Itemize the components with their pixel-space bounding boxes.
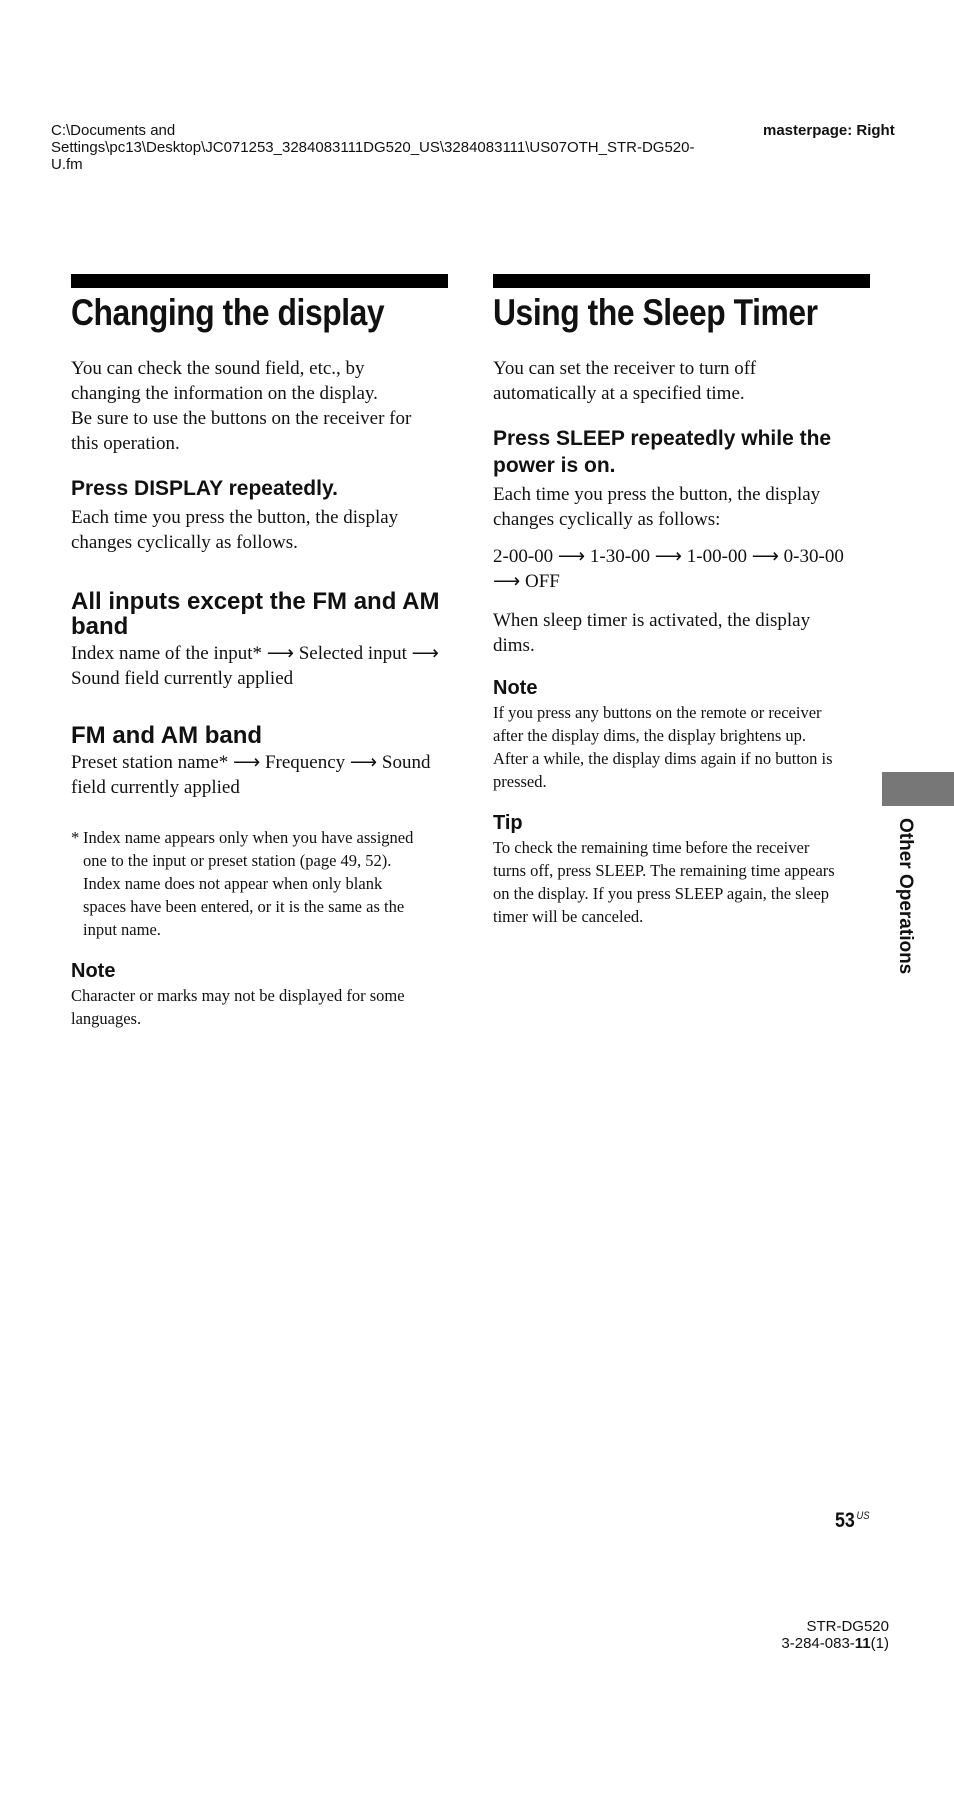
tip-heading: Tip bbox=[493, 812, 523, 834]
note-text: Character or marks may not be displayed for some languages. bbox=[71, 986, 405, 1028]
sequence-all-inputs: Index name of the input* ⟶ Selected input ⟶ Sound field currently applied bbox=[71, 643, 439, 689]
footer-model-code bbox=[781, 1635, 889, 1652]
section-title: Changing the display bbox=[71, 292, 385, 333]
step-heading: Press SLEEP repeatedly while the power is on. bbox=[493, 427, 832, 477]
header-masterpage: masterpage: Right bbox=[763, 122, 895, 139]
page-number-suffix: US bbox=[856, 1510, 870, 1522]
footnote-text: Index name appears only when you have assigned one to the input or preset station (page 49, 52). Index name does not appear when only blank spaces have been entered, or it is the same as the input name. bbox=[83, 828, 414, 939]
sleep-sequence-line: ⟶ OFF bbox=[493, 571, 560, 592]
subheading-all-inputs: All inputs except the FM and AM band bbox=[71, 588, 440, 640]
header-file-path: C:\Documents and Settings\pc13\Desktop\JC071253_3284083111DG520_US\3284083111\US07OTH_STR-DG520- U.fm bbox=[51, 122, 695, 173]
activated-text: When sleep timer is activated, the display dims. bbox=[493, 610, 811, 656]
side-tab bbox=[882, 772, 954, 806]
section-rule bbox=[71, 274, 448, 288]
side-tab-label: Other Operations bbox=[895, 818, 916, 975]
step-heading: Press DISPLAY repeatedly. bbox=[71, 477, 338, 500]
footer-model-info bbox=[781, 1618, 889, 1652]
note-heading: Note bbox=[493, 677, 538, 699]
sequence-fm-am: Preset station name* ⟶ Frequency ⟶ Sound field currently applied bbox=[71, 752, 431, 798]
step-description: Each time you press the button, the display changes cyclically as follows: bbox=[493, 484, 821, 530]
intro-text: You can check the sound field, etc., by changing the information on the display. Be sure to use the buttons on the receiver for this operation. bbox=[71, 358, 412, 454]
section-rule bbox=[493, 274, 870, 288]
step-description: Each time you press the button, the display changes cyclically as follows. bbox=[71, 507, 399, 553]
section-sleep-timer bbox=[493, 274, 870, 928]
note-heading: Note bbox=[71, 960, 116, 982]
tip-text: To check the remaining time before the receiver turns off, press SLEEP. The remaining time appears on the display. If you press SLEEP again, the sleep timer will be canceled. bbox=[493, 838, 835, 926]
footnote bbox=[71, 826, 448, 941]
footer-code-prefix: 3-284-083- bbox=[781, 1635, 855, 1652]
section-title: Using the Sleep Timer bbox=[493, 292, 818, 333]
footer-code-suffix: (1) bbox=[870, 1635, 889, 1652]
note-text: If you press any buttons on the remote or receiver after the display dims, the display brightens up. After a while, the display dims again if no button is pressed. bbox=[493, 703, 833, 791]
sleep-sequence-line: 2-00-00 ⟶ 1-30-00 ⟶ 1-00-00 ⟶ 0-30-00 bbox=[493, 546, 844, 567]
subheading-fm-am: FM and AM band bbox=[71, 722, 263, 749]
footer-model-name: STR-DG520 bbox=[806, 1618, 889, 1635]
footnote-mark: * bbox=[71, 828, 80, 847]
page-number bbox=[835, 1504, 870, 1533]
sleep-sequence bbox=[493, 544, 870, 594]
page-number-value: 53 bbox=[835, 1509, 855, 1532]
footer-code-bold: 11 bbox=[854, 1635, 871, 1652]
section-changing-display bbox=[71, 274, 448, 1030]
intro-text: You can set the receiver to turn off automatically at a specified time. bbox=[493, 358, 757, 404]
